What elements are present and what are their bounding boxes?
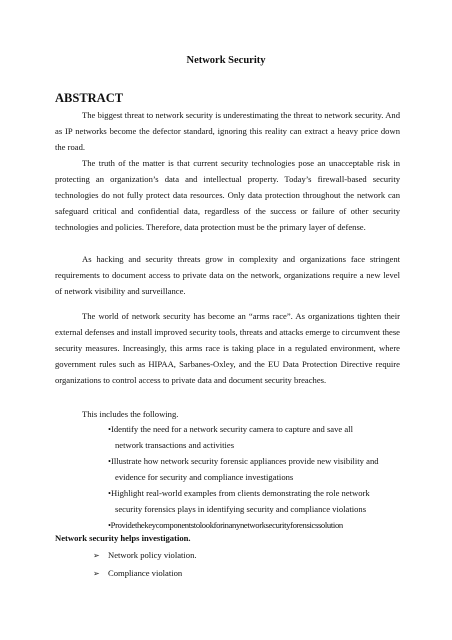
- arrow-bullet-icon: ➢: [93, 551, 100, 560]
- paragraph-1: The biggest threat to network security is underestimating the threat to network security. And as IP networks become the defector standard, ignoring this reality can extract a heavy price down the road.: [55, 110, 400, 153]
- abstract-heading: ABSTRACT: [55, 91, 124, 105]
- paragraph-4: The world of network security has become an “arms race”. As organizations tighten their external defenses and install improved security tools, threats and attacks emerge to circumvent these security measures. Increasingly, this arms race is taking place in a regulated environment, where government rules such as HIPAA, Sarbanes-Oxley, and the EU Data Protection Directive require organizations to control access to private data and document security breaches.: [55, 311, 400, 386]
- arrow-item-text: Network policy violation.: [108, 550, 197, 560]
- list-item: [93, 547, 197, 565]
- bullet-line: evidence for security and compliance investigations: [115, 472, 294, 482]
- arrow-bullet-list: [93, 547, 197, 582]
- section-subheading: Network security helps investigation.: [55, 533, 191, 543]
- list-item: [108, 421, 403, 453]
- paragraph-2: The truth of the matter is that current security technologies pose an unacceptable risk in protecting an organization’s data and intellectual property. Today’s firewall-based security technologies do not fully protect data resources. Only data protection throughout the network can safeguard critical and confidential data, regardless of the success or failure of other security technologies and policies. Therefore, data protection must be the primary layer of defense.: [55, 158, 400, 233]
- list-item: [93, 565, 197, 583]
- list-item: [108, 517, 403, 533]
- list-item: [108, 453, 403, 485]
- bullet-line: •Providethekeycomponentstolookforinanynetworksecurityforensicssolution: [108, 520, 343, 530]
- document-title: Network Security: [186, 55, 266, 66]
- bullet-line: •Illustrate how network security forensic appliances provide new visibility and: [108, 456, 379, 466]
- arrow-item-text: Compliance violation: [108, 567, 183, 578]
- bullet-line: network transactions and activities: [115, 440, 235, 450]
- bullet-line: security forensics plays in identifying security and compliance violations: [115, 504, 367, 514]
- arrow-bullet-icon: ➢: [93, 568, 100, 578]
- bullet-line: •Identify the need for a network security camera to capture and save all: [108, 424, 353, 434]
- feature-bullet-list: [108, 421, 403, 533]
- list-item: [108, 485, 403, 517]
- list-intro: This includes the following.: [82, 409, 179, 419]
- bullet-line: •Highlight real-world examples from clients demonstrating the role network: [108, 488, 370, 498]
- paragraph-3: As hacking and security threats grow in complexity and organizations face stringent requirements to document access to private data on the network, organizations require a new level of network visibility and surveillance.: [55, 254, 400, 297]
